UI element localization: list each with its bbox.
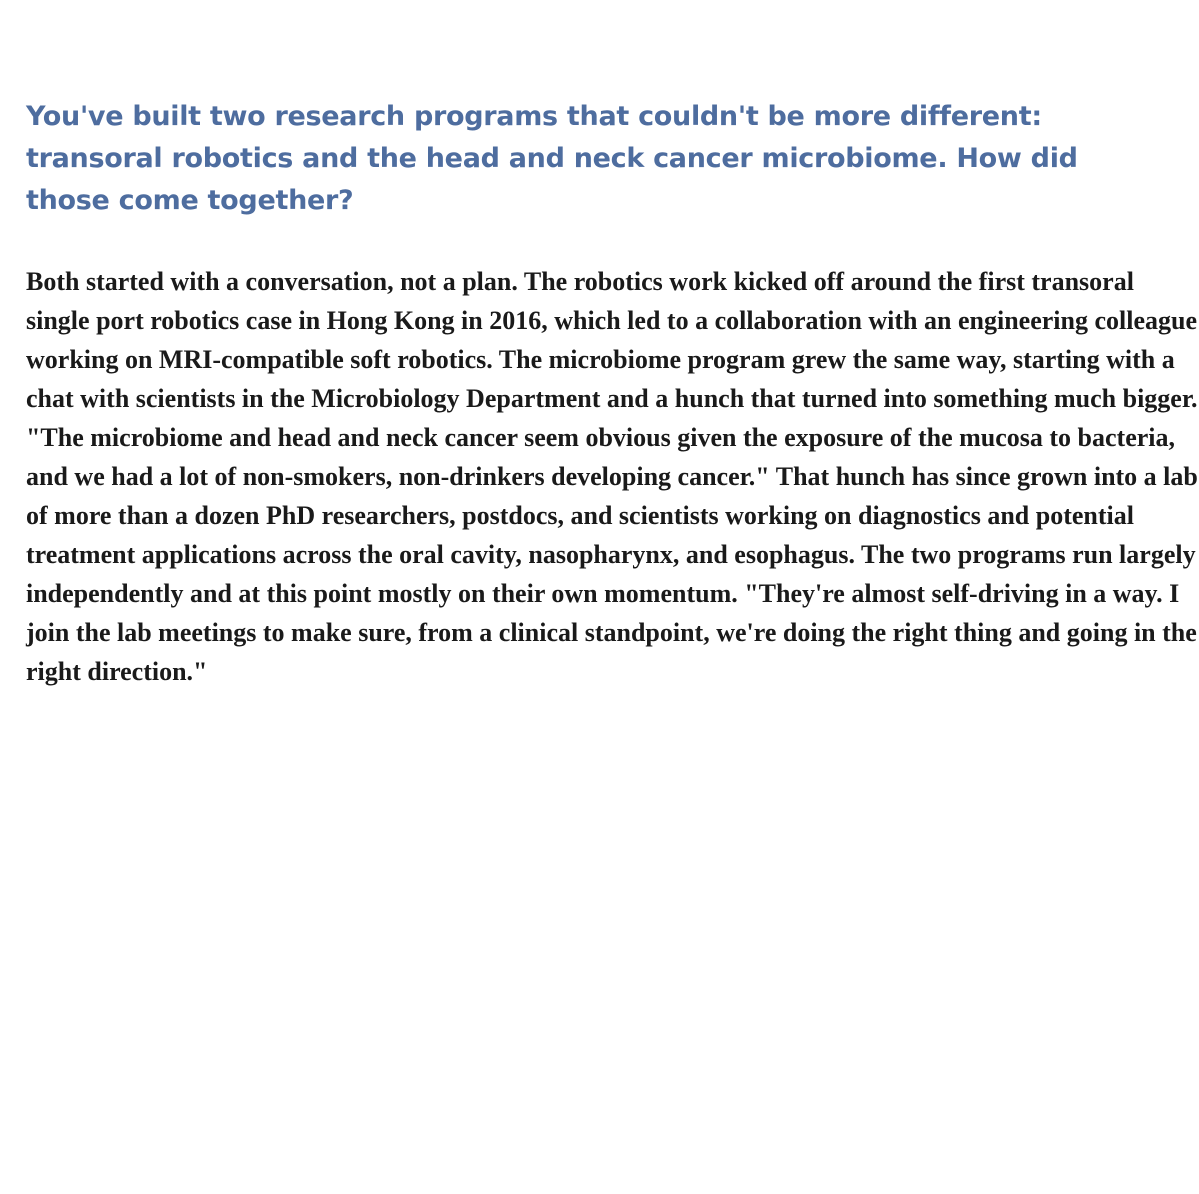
interview-answer: Both started with a conversation, not a plan. The robotics work kicked off around the first transoral single port robotics case in Hong Kong in 2016, which led to a collaboration with an engineering colleague working on MRI-compatible soft robotics. The microbiome program grew the same way, starting with a chat with scientists in the Microbiology Department and a hunch that turned into something much bigger. "The microbiome and head and neck cancer seem obvious given the exposure of the mucosa to bacteria, and we had a lot of non-smokers, non-drinkers developing cancer." That hunch has since grown into a lab of more than a dozen PhD researchers, postdocs, and scientists working on diagnostics and potential treatment applications across the oral cavity, nasopharynx, and esophagus. The two programs run largely independently and at this point mostly on their own momentum. "They're almost self-driving in a way. I join the lab meetings to make sure, from a clinical standpoint, we're doing the right thing and going in the right direction.": [26, 267, 1198, 686]
interview-article: [26, 96, 1198, 691]
interview-question: You've built two research programs that couldn't be more different: transoral robotics and the head and neck cancer microbiome. How did those come together?: [26, 101, 1078, 216]
